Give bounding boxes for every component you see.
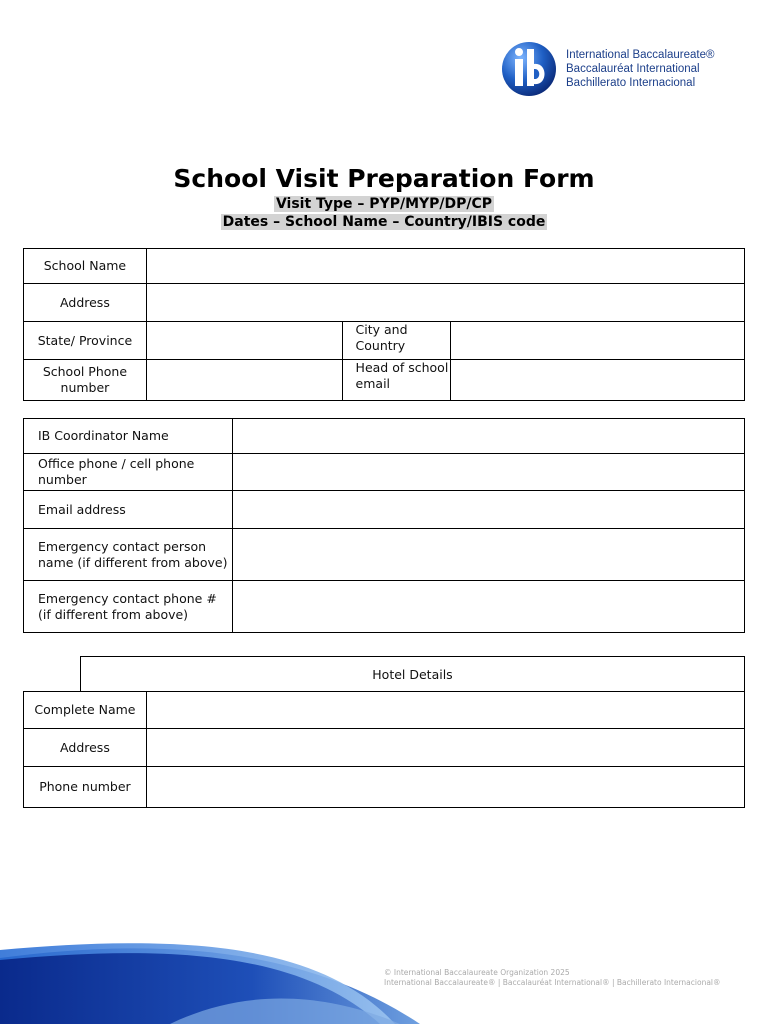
coordinator-table [23,418,745,633]
copyright-line1: © International Baccalaureate Organization 2025 [384,968,570,977]
office-phone-field[interactable] [232,454,744,491]
head-email-label: Head of school email [342,360,451,401]
school-name-label: School Name [24,249,147,284]
email-label: Email address [24,491,233,529]
logo-line-es: Bachillerato Internacional [566,77,696,89]
hotel-details-header: Hotel Details [80,657,744,692]
school-phone-label: School Phone number [24,360,147,401]
address-label: Address [24,284,147,322]
logo-line-fr: Baccalauréat International [566,63,700,75]
hotel-address-label: Address [24,729,147,767]
hotel-phone-label: Phone number [24,767,147,808]
school-info-table [23,248,745,401]
state-label: State/ Province [24,322,147,360]
coordinator-name-label: IB Coordinator Name [24,419,233,454]
copyright-line2: International Baccalaureate® | Baccalauréat International® | Bachillerato Internacional® [384,978,721,987]
hotel-name-field[interactable] [146,692,744,729]
hotel-phone-field[interactable] [146,767,744,808]
emergency-phone-label [24,581,233,633]
form-title: School Visit Preparation Form [173,164,595,193]
ib-logo-icon [500,40,558,98]
state-field[interactable] [146,322,342,360]
emergency-name-label: Emergency contact person name (if different from above) [24,529,233,581]
hotel-name-label: Complete Name [24,692,147,729]
emergency-phone-line1: Emergency contact phone # [38,590,217,606]
hotel-header-spacer [24,657,81,692]
logo-line-en: International Baccalaureate® [566,49,715,61]
city-field[interactable] [451,322,745,360]
dates-text: Dates – School Name – Country/IBIS code [222,214,546,230]
copyright-footer [384,968,734,1024]
school-name-field[interactable] [146,249,744,284]
head-email-field[interactable] [451,360,745,401]
ib-logo-text [566,48,714,90]
emergency-phone-line2: (if different from above) [38,606,189,622]
school-phone-field[interactable] [146,360,342,401]
ib-logo [500,40,715,98]
email-field[interactable] [232,491,744,529]
coordinator-name-field[interactable] [232,419,744,454]
hotel-address-field[interactable] [146,729,744,767]
visit-type-subtitle [0,196,768,212]
address-field[interactable] [146,284,744,322]
hotel-table [23,656,745,808]
city-label: City and Country [342,322,451,360]
emergency-phone-field[interactable] [232,581,744,633]
visit-type-text: Visit Type – PYP/MYP/DP/CP [275,196,493,212]
office-phone-label: Office phone / cell phone number [24,454,233,491]
dates-subtitle [0,214,768,230]
emergency-name-field[interactable] [232,529,744,581]
